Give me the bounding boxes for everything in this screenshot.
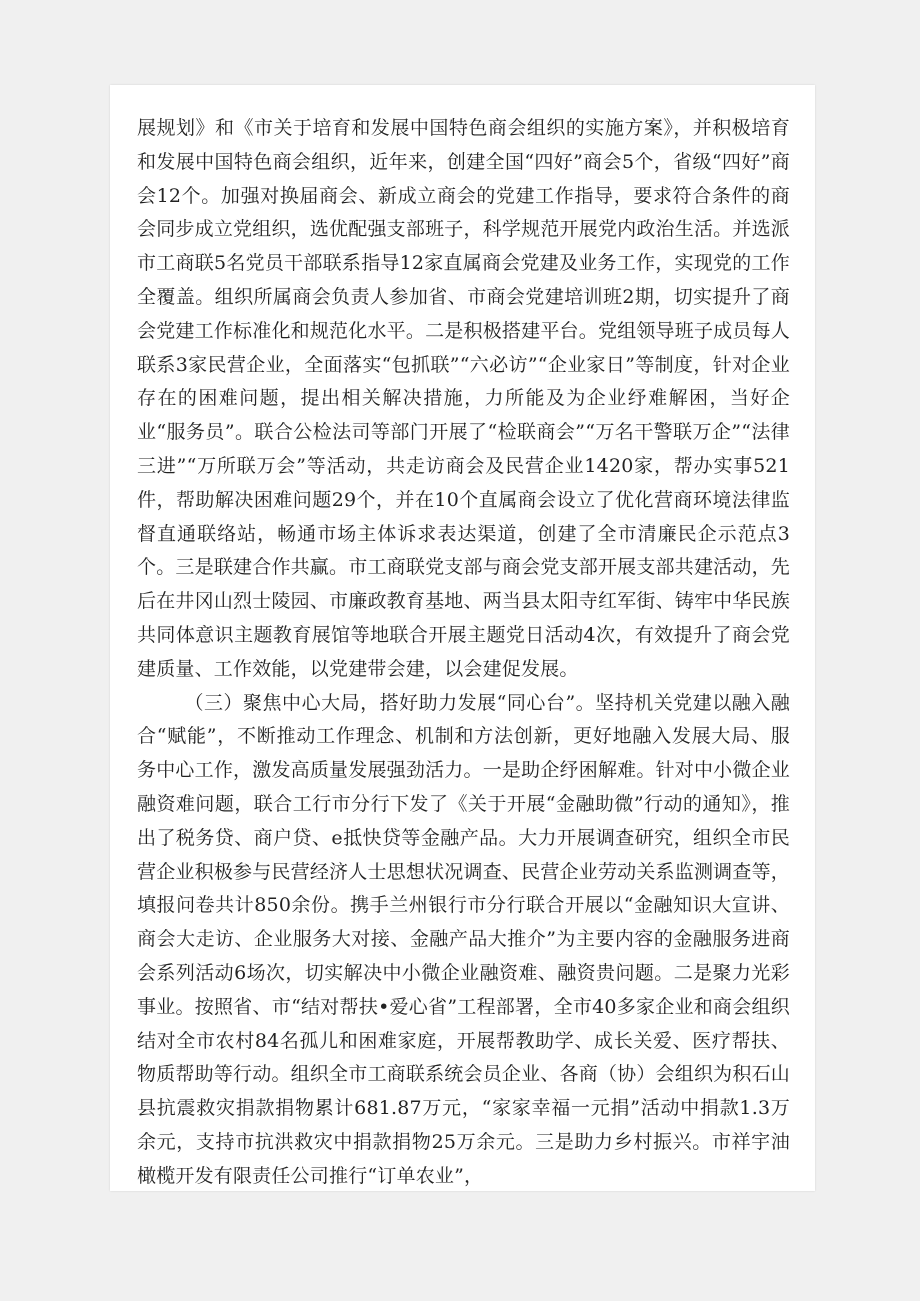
document-body (137, 112, 790, 1194)
paragraph-party-building: 展规划》和《市关于培育和发展中国特色商会组织的实施方案》，并积极培育和发展中国特色商会组织，近年来，创建全国“四好”商会5个，省级“四好”商会12个。加强对换届商会、新成立商会的党建工作指导，要求符合条件的商会同步成立党组织，选优配强支部班子，科学规范开展党内政治生活。并选派市工商联5名党员干部联系指导12家直属商会党建及业务工作，实现党的工作全覆盖。组织所属商会负责人参加省、市商会党建培训班2期，切实提升了商会党建工作标准化和规范化水平。二是积极搭建平台。党组领导班子成员每人联系3家民营企业，全面落实“包抓联”“六必访”“企业家日”等制度，针对企业存在的困难问题，提出相关解决措施，力所能及为企业纾难解困，当好企业“服务员”。联合公检法司等部门开展了“检联商会”“万名干警联万企”“法律三进”“万所联万会”等活动，共走访商会及民营企业1420家，帮办实事521件，帮助解决困难问题29个，并在10个直属商会设立了优化营商环境法律监督直通联络站，畅通市场主体诉求表达渠道，创建了全市清廉民企示范点3个。三是联建合作共赢。市工商联党支部与商会党支部开展支部共建活动，先后在井冈山烈士陵园、市廉政教育基地、两当县太阳寺红军街、铸牢中华民族共同体意识主题教育展馆等地联合开展主题党日活动4次，有效提升了商会党建质量、工作效能，以党建带会建，以会建促发展。 (137, 117, 790, 680)
paragraph-section-three: （三）聚焦中心大局，搭好助力发展“同心台”。坚持机关党建以融入融合“赋能”，不断推动工作理念、机制和方法创新，更好地融入发展大局、服务中心工作，激发高质量发展强劲活力。一是助企纾困解难。针对中小微企业融资难问题，联合工行市分行下发了《关于开展“金融助微”行动的通知》，推出了税务贷、商户贷、e抵快贷等金融产品。大力开展调查研究，组织全市民营企业积极参与民营经济人士思想状况调查、民营企业劳动关系监测调查等，填报问卷共计850余份。携手兰州银行市分行联合开展以“金融知识大宣讲、商会大走访、企业服务大对接、金融产品大推介”为主要内容的金融服务进商会系列活动6场次，切实解决中小微企业融资难、融资贵问题。二是聚力光彩事业。按照省、市“结对帮扶•爱心省”工程部署，全市40多家企业和商会组织结对全市农村84名孤儿和困难家庭，开展帮教助学、成长关爱、医疗帮扶、物质帮助等行动。组织全市工商联系统会员企业、各商（协）会组织为积石山县抗震救灾捐款捐物累计681.87万元，“家家幸福一元捐”活动中捐款1.3万余元，支持市抗洪救灾中捐款捐物25万余元。三是助力乡村振兴。市祥宇油橄榄开发有限责任公司推行“订单农业”， (137, 691, 790, 1187)
document-page (110, 85, 815, 1191)
